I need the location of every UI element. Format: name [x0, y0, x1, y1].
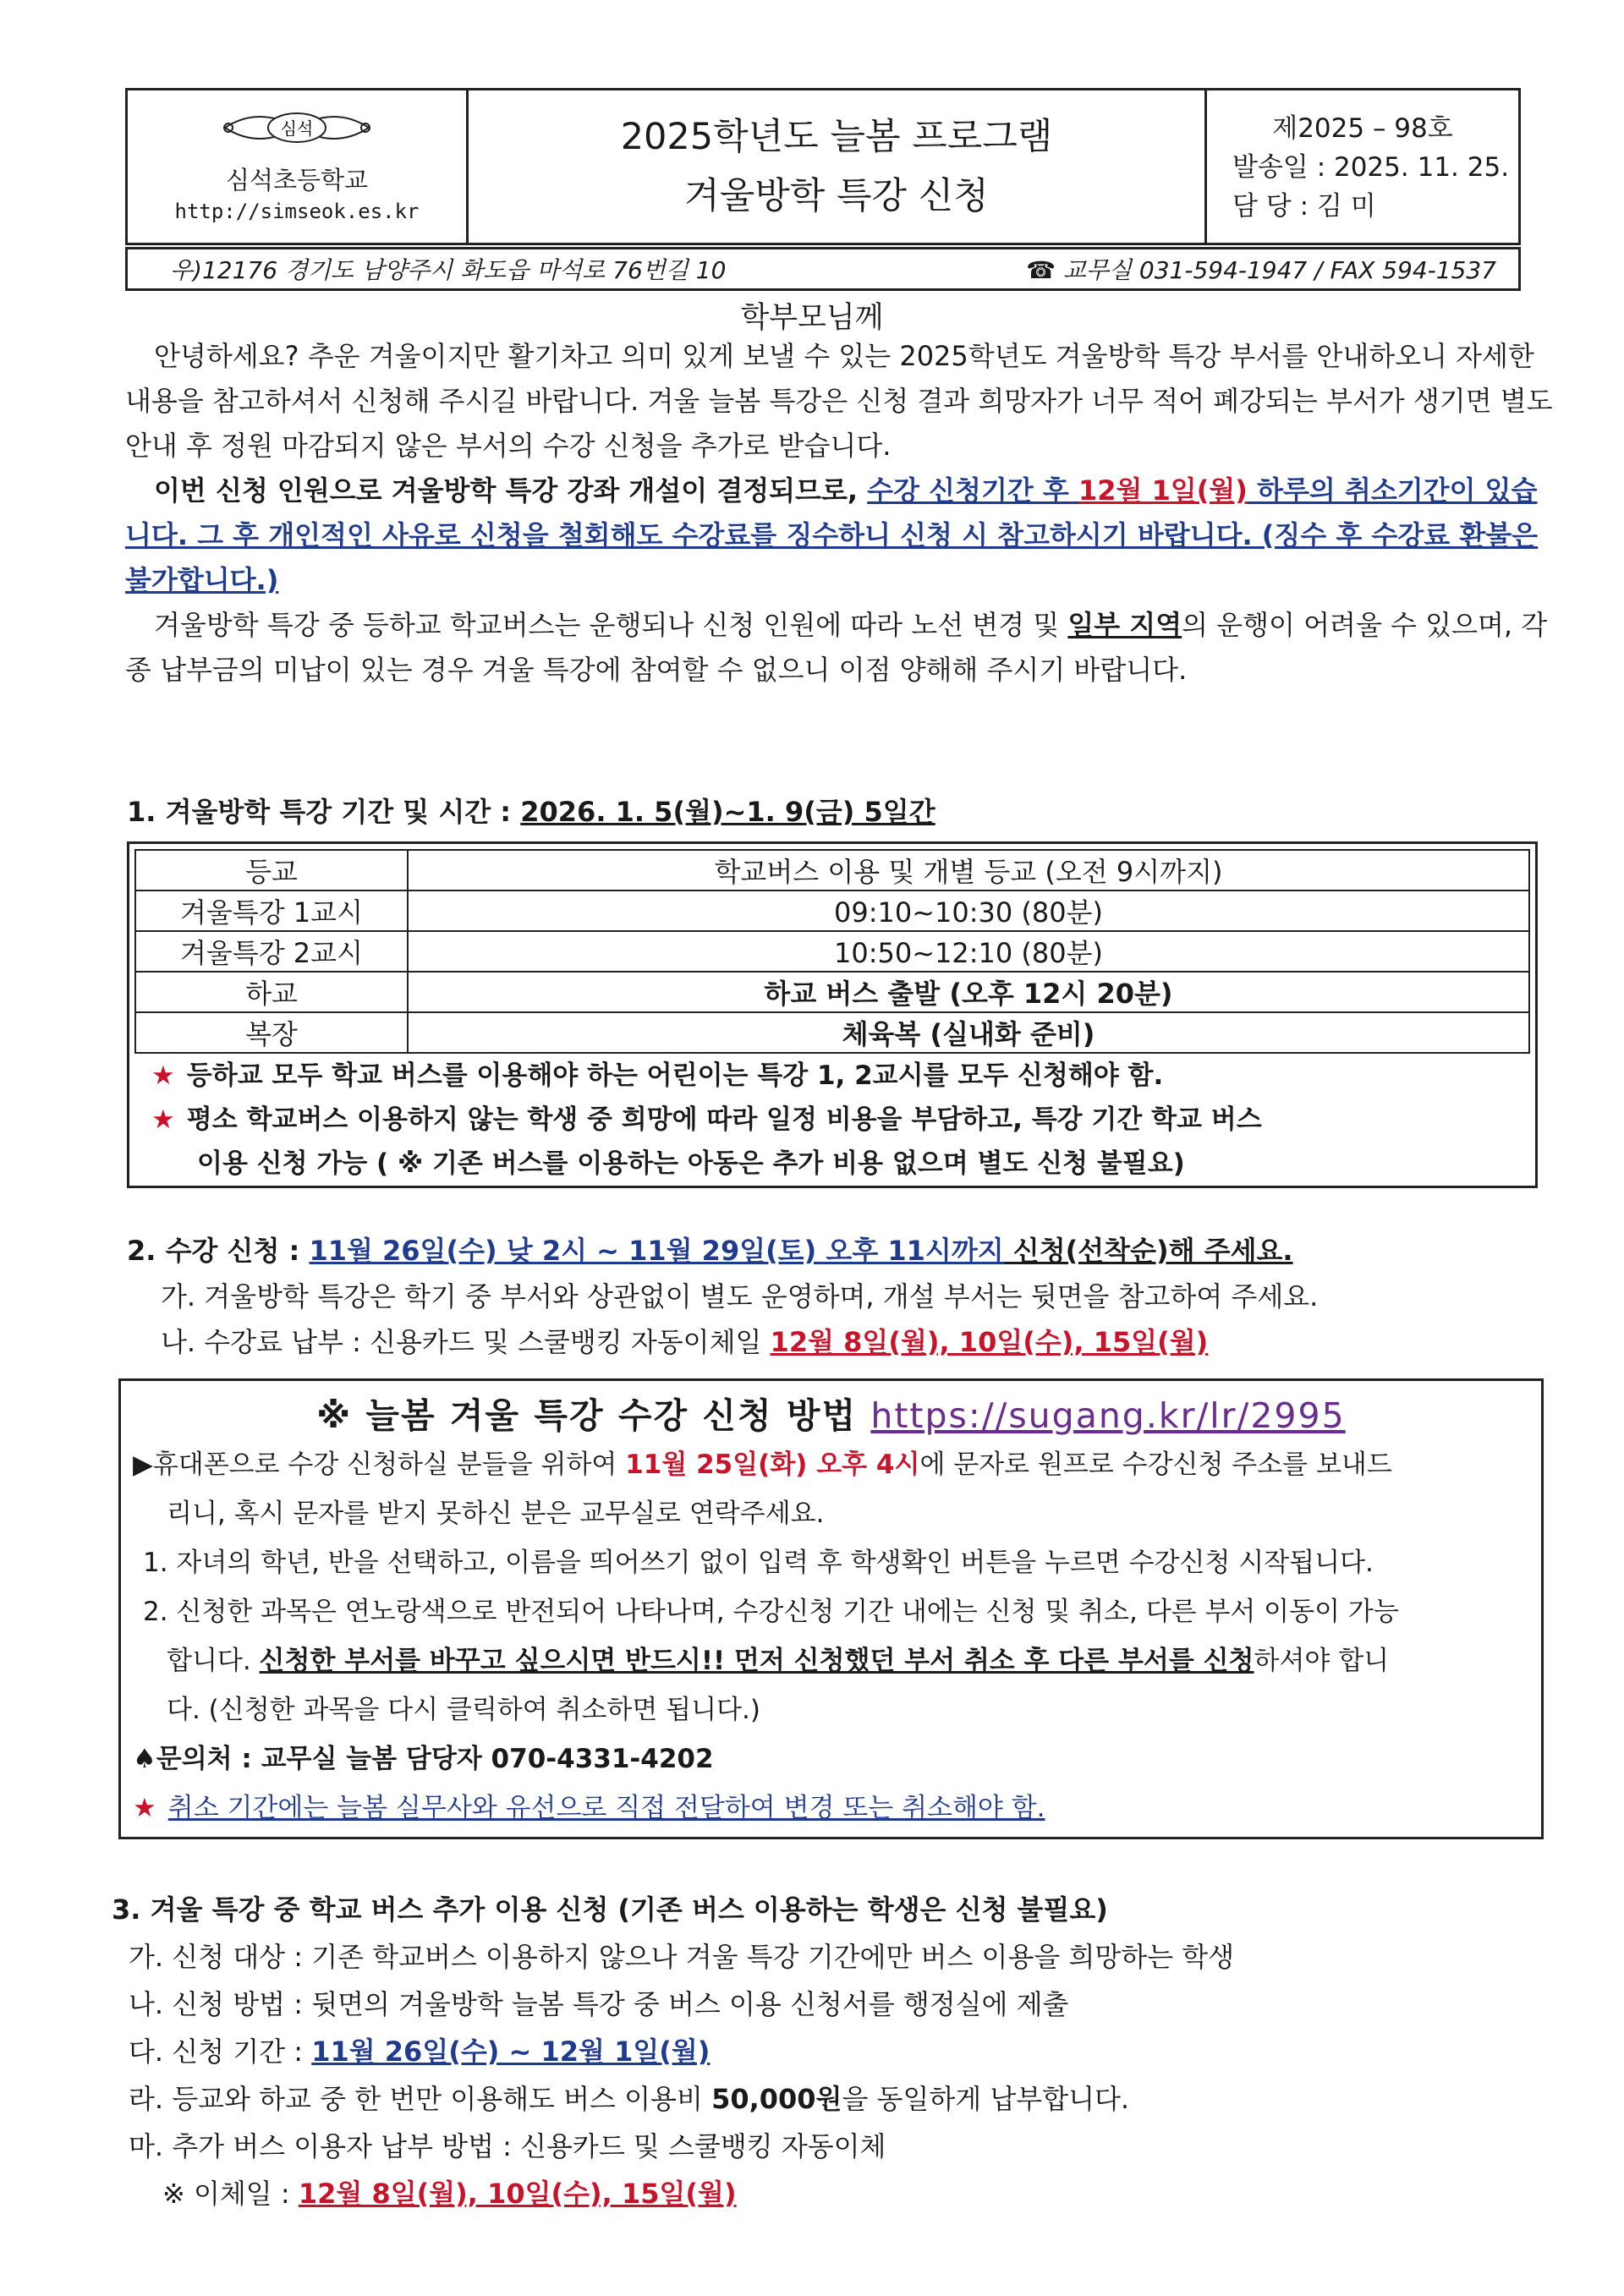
intro-paragraph-3: 겨울방학 특강 중 등하교 학교버스는 운행되나 신청 인원에 따라 노선 변경 및 일부 지역의 운행이 어려울 수 있으며, 각종 납부금의 미납이 있는 경우 겨울 특강에 참여할 수 없으니 이점 양해해 주시기 바랍니다.	[125, 609, 1548, 686]
manager: 담 당 : 김 미	[1232, 191, 1376, 222]
section3-item-ga: 가. 신청 대상 : 기존 학교버스 이용하지 않으나 겨울 특강 기간에만 버스 이용을 희망하는 학생	[129, 1941, 1235, 1973]
section2-item-na: 나. 수강료 납부 : 신용카드 및 스쿨뱅킹 자동이체일 12월 8일(월), 10일(수), 15일(월)	[161, 1326, 1209, 1358]
section3-heading: 3. 겨울 특강 중 학교 버스 추가 이용 신청 (기존 버스 이용하는 학생은 신청 불필요)	[112, 1893, 1108, 1926]
section3	[112, 1886, 1550, 2217]
section3-item-na: 나. 신청 방법 : 뒷면의 겨울방학 늘봄 특강 중 버스 이용 신청서를 행정실에 제출	[129, 1988, 1069, 2020]
section2-item-ga: 가. 겨울방학 특강은 학기 중 부서와 상관없이 별도 운영하며, 개설 부서는 뒷면을 참고하여 주세요.	[161, 1280, 1319, 1312]
title-line-2: 겨울방학 특강 신청	[684, 175, 989, 217]
section3-item-da: 다. 신청 기간 : 11월 26일(수) ~ 12월 1일(월)	[129, 2036, 710, 2068]
contact-info: ♠문의처 : 교무실 늘봄 담당자 070-4331-4202	[133, 1744, 714, 1774]
phone: ☎ 교무실 031-594-1947 / FAX 594-1537	[1026, 256, 1496, 284]
school-block	[128, 90, 469, 243]
method-step-1: 1. 자녀의 학년, 반을 선택하고, 이름을 띄어쓰기 없이 입력 후 학생확인 버튼을 누르면 수강신청 시작됩니다.	[143, 1548, 1374, 1578]
greeting: 학부모님께	[740, 301, 884, 335]
signup-link[interactable]: https://sugang.kr/lr/2995	[870, 1395, 1346, 1436]
method-line: 리니, 혹시 문자를 받지 못하신 분은 교무실로 연락주세요.	[167, 1499, 825, 1529]
schedule-note-1: ★ 등하교 모두 학교 버스를 이용해야 하는 어린이는 특강 1, 2교시를 모두 신청해야 함.	[151, 1060, 1164, 1091]
method-box	[118, 1378, 1544, 1839]
section3-item-ra: 라. 등교와 하교 중 한 번만 이용해도 버스 이용비 50,000원을 동일하게 납부합니다.	[129, 2083, 1130, 2115]
title-block	[469, 90, 1207, 243]
intro-paragraph-1: 안녕하세요? 추운 겨울이지만 활기차고 의미 있게 보낼 수 있는 2025학년도 겨울방학 특강 부서를 안내하오니 자세한 내용을 참고하셔서 신청해 주시길 바랍니다. 겨울 늘봄 특강은 신청 결과 희망자가 너무 적어 폐강되는 부서가 생기면 별도 안내 후 정원 마감되지 않은 부서의 수강 신청을 추가로 받습니다.	[125, 340, 1553, 462]
send-date: 발송일 : 2025. 11. 25.	[1232, 152, 1510, 183]
method-title: ※ 늘봄 겨울 특강 수강 신청 방법 https://sugang.kr/lr/2995	[316, 1395, 1346, 1436]
star-icon: ★	[151, 1060, 175, 1091]
address-bar	[125, 247, 1521, 291]
intro	[125, 334, 1555, 693]
method-line: 다. (신청한 과목을 다시 클릭하여 취소하면 됩니다.)	[167, 1695, 760, 1725]
table-row: 겨울특강 1교시 09:10~10:30 (80분)	[135, 890, 1529, 931]
school-name: 심석초등학교	[225, 166, 369, 195]
method-step-2: 2. 신청한 과목은 연노랑색으로 반전되어 나타나며, 수강신청 기간 내에는 신청 및 취소, 다른 부서 이동이 가능	[143, 1597, 1399, 1627]
schedule-note-2: ★ 평소 학교버스 이용하지 않는 학생 중 희망에 따라 일정 비용을 부담하고, 특강 기간 학교 버스	[151, 1104, 1262, 1135]
cancel-note: ★ 취소 기간에는 늘봄 실무사와 유선으로 직접 전달하여 변경 또는 취소해야 함.	[133, 1793, 1045, 1823]
section2	[127, 1228, 1565, 1365]
school-url[interactable]: http://simseok.es.kr	[174, 200, 420, 223]
star-icon: ★	[133, 1793, 156, 1823]
table-row: 복장 체육복 (실내화 준비)	[135, 1012, 1529, 1053]
star-icon: ★	[151, 1104, 175, 1135]
table-row: 겨울특강 2교시 10:50~12:10 (80분)	[135, 931, 1529, 972]
logo-text: 심석	[280, 118, 314, 139]
doc-info	[1207, 90, 1518, 243]
letterhead	[125, 88, 1521, 245]
schedule-table	[134, 849, 1530, 1054]
schedule-note-3: 이용 신청 가능 ( ※ 기존 버스를 이용하는 아동은 추가 비용 없으며 별도 신청 불필요)	[197, 1148, 1185, 1179]
section1-heading: 1. 겨울방학 특강 기간 및 시간 : 2026. 1. 5(월)~1. 9(금) 5일간	[127, 796, 935, 828]
school-logo-icon	[217, 102, 377, 153]
address: 우)12176 경기도 남양주시 화도읍 마석로 76번길 10	[170, 256, 727, 284]
section2-heading: 2. 수강 신청 : 11월 26일(수) 낮 2시 ~ 11월 29일(토) 오후 11시까지 신청(선착순)해 주세요.	[127, 1235, 1293, 1267]
title-line-1: 2025학년도 늘봄 프로그램	[620, 116, 1053, 158]
section3-item-ma: 마. 추가 버스 이용자 납부 방법 : 신용카드 및 스쿨뱅킹 자동이체	[129, 2130, 886, 2162]
schedule-box	[127, 841, 1538, 1188]
method-line: ▶휴대폰으로 수강 신청하실 분들을 위하여 11월 25일(화) 오후 4시에 문자로 원프로 수강신청 주소를 보내드	[133, 1449, 1392, 1480]
table-row: 하교 하교 버스 출발 (오후 12시 20분)	[135, 972, 1529, 1012]
intro-paragraph-2: 이번 신청 인원으로 겨울방학 특강 강좌 개설이 결정되므로, 수강 신청기간 후 12월 1일(월) 하루의 취소기간이 있습니다. 그 후 개인적인 사유로 신청을 철회해도 수강료를 징수하니 신청 시 참고하시기 바랍니다. (징수 후 수강료 환불은 불가합니다.)	[125, 474, 1539, 596]
method-line: 합니다. 신청한 부서를 바꾸고 싶으시면 반드시!! 먼저 신청했던 부서 취소 후 다른 부서를 신청하셔야 합니	[167, 1646, 1390, 1676]
table-row: 등교 학교버스 이용 및 개별 등교 (오전 9시까지)	[135, 850, 1529, 890]
doc-number: 제2025 – 98호	[1272, 113, 1453, 144]
transfer-dates: ※ 이체일 : 12월 8일(월), 10일(수), 15일(월)	[162, 2178, 737, 2210]
